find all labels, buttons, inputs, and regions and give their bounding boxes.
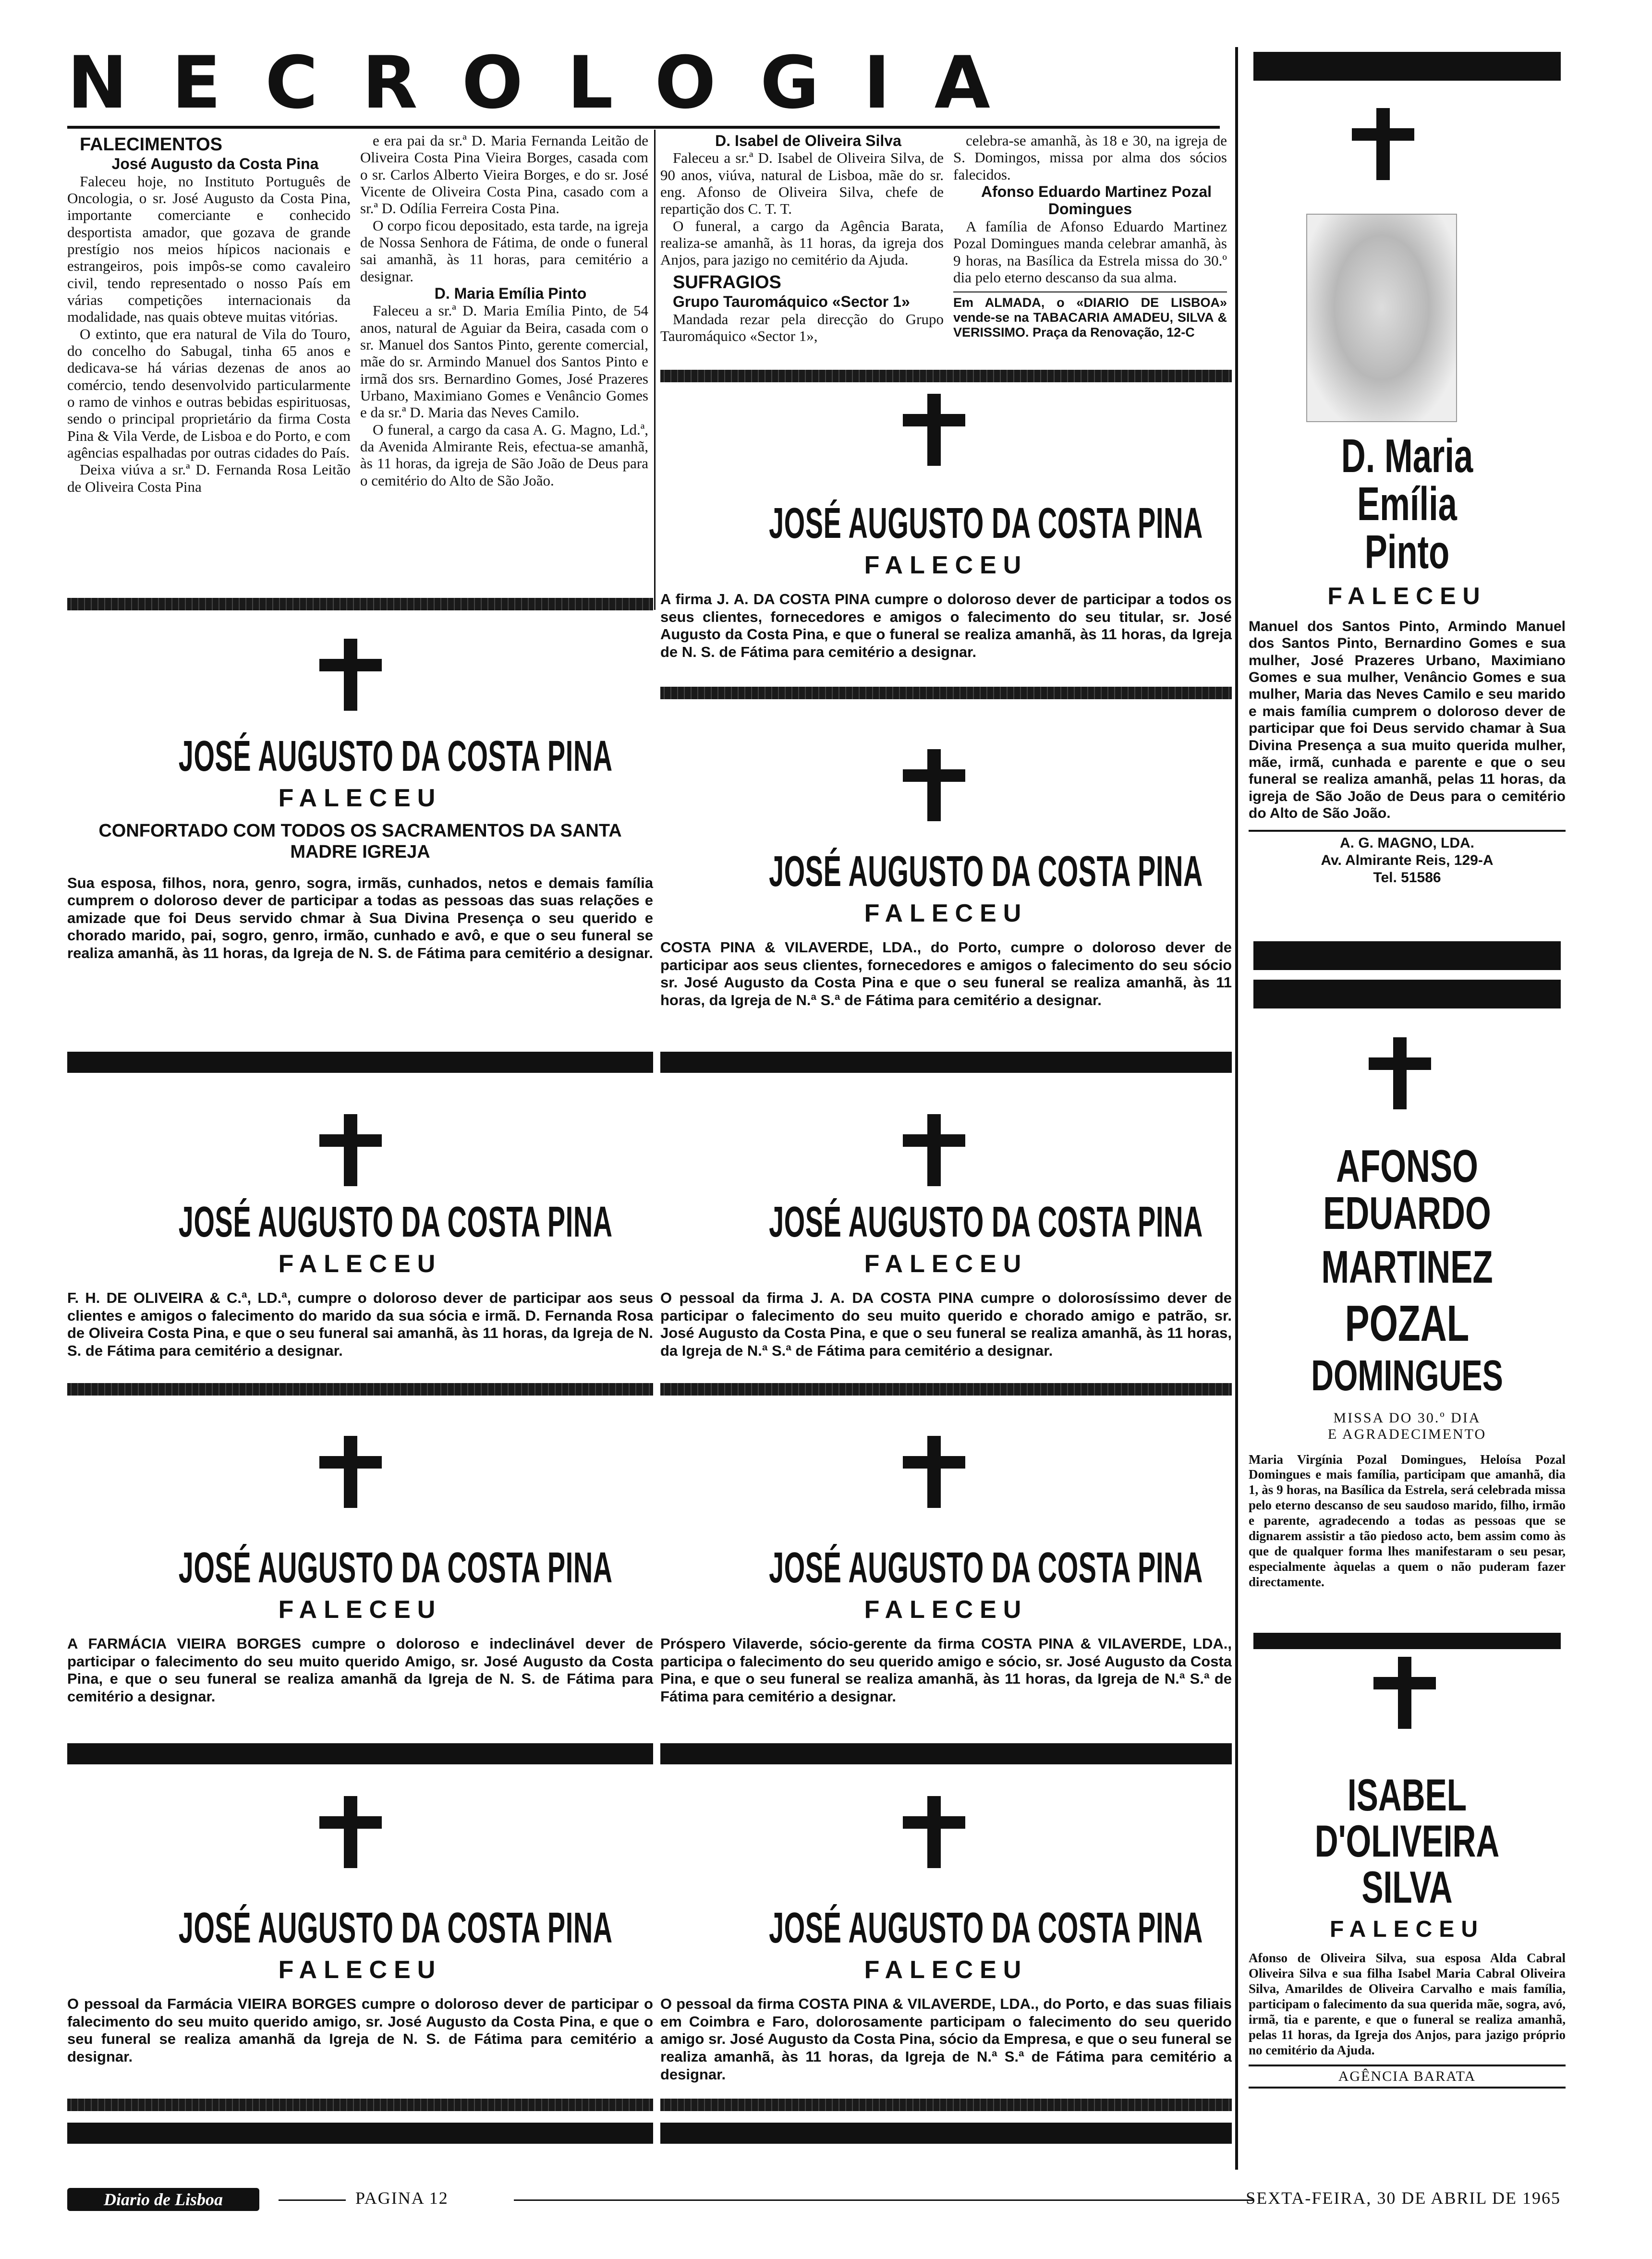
article-paragraph: O funeral, a cargo da Agência Barata, realiza-se amanhã, às 11 horas, da igreja dos Anjos, para jazigo no cemitério da Ajuda. [660, 217, 944, 268]
divider-band [660, 687, 1232, 699]
status-label: FALECEU [1327, 582, 1487, 609]
divider-bar [1253, 1633, 1561, 1649]
divider-bar [67, 1052, 653, 1073]
status-label: FALECEU [864, 1956, 1028, 1984]
obituary-notice [660, 1904, 1232, 2083]
status-label: FALECEU [864, 1250, 1028, 1278]
divider-bar [1253, 941, 1561, 970]
page-footer [67, 2188, 1561, 2212]
funeral-agency [1249, 830, 1566, 887]
divider-bar [660, 1743, 1232, 1764]
notice-text: Afonso de Oliveira Silva, sua esposa Alda Cabral Oliveira Silva e sua filha Isabel Maria Cabral Oliveira Silva, Amarildes de Oliveira Carvalho e mais família, participam o falecimento da sua querida mãe, sogra, avó, irmã, tia e parente, e que o funeral se realiza amanhã, pelas 11 horas, da Igreja dos Anjos, para jazigo próprio no cemitério da Ajuda. [1249, 1951, 1566, 2057]
article-paragraph: Faleceu a sr.ª D. Maria Emília Pinto, de 54 anos, natural de Aguiar da Beira, casada com o sr. Manuel dos Santos Pinto, gerente comercial, mãe do sr. Armindo Manuel dos Santos Pinto e irmã dos srs. Bernardino Gomes, José Prazeres Urbano, Maximiano Gomes e Venâncio Gomes e da sr.ª D. Maria das Neves Camilo. [360, 302, 648, 421]
notice-text: F. H. DE OLIVEIRA & C.ª, LD.ª, cumpre o doloroso dever de participar aos seus clientes e amigos o falecimento do marido da sua sócia e irmã. D. Fernanda Rosa de Oliveira Costa Pina, e que o seu funeral sai amanhã, às 11 horas, da Igreja de N. S. de Fátima para cemitério a designar. [67, 1289, 653, 1359]
article-heading: José Augusto da Costa Pina [111, 155, 319, 173]
obituary-notice-isabel [1249, 1772, 1566, 2089]
obituary-notice [67, 1198, 653, 1360]
cross-icon [903, 1436, 965, 1508]
obituary-notice [67, 732, 653, 962]
cross-icon [319, 1114, 382, 1186]
article-heading: Afonso Eduardo Martinez Pozal Domingues [981, 182, 1212, 218]
notice-text: Maria Virgínia Pozal Domingues, Heloísa Pozal Domingues e mais família, participam que amanhã, dia 1, às 9 horas, na Basílica da Estrela, será celebrada missa pelo eterno descanso de seu saudoso marido, filho, irmão e parente, agradecendo a todas as pessoas que se dignarem assistir a tão piedoso acto, bem assim como às que de qualquer forma lhes manifestaram o seu pesar, especialmente àquelas a quem o não puderam fazer directamente. [1249, 1452, 1566, 1589]
column-divider-rule [654, 130, 656, 610]
obituary-notice [67, 1904, 653, 2066]
article-heading: Grupo Tauromáquico «Sector 1» [673, 293, 910, 311]
issue-date: SEXTA-FEIRA, 30 DE ABRIL DE 1965 [1246, 2188, 1561, 2208]
notice-text: Manuel dos Santos Pinto, Armindo Manuel dos Santos Pinto, Bernardino Gomes e sua mulher, José Prazeres Urbano, Maximiano Gomes e sua mulher, Venâncio Gomes e sua mulher, Maria das Neves Camilo e seu marido e mais família cumprem o doloroso dever de participar que foi Deus servido chamar à Sua Divina Presença a sua muito querida mulher, mãe, irmã, cunhada e parente e que o seu funeral se realiza amanhã, pelas 11 horas, da igreja de São João de Deus para o cemitério do Alto de São João. [1249, 618, 1566, 822]
news-column-4 [953, 132, 1227, 340]
obituary-notice [660, 1546, 1232, 1706]
cross-icon [1373, 1657, 1426, 1729]
agency-address: Av. Almirante Reis, 129-A [1321, 852, 1494, 868]
status-label: FALECEU [278, 1956, 442, 1984]
vendor-advert: Em ALMADA, o «DIARIO DE LISBOA» vende-se na TABACARIA AMADEU, SILVA & VERISSIMO. Praça da Renovação, 12-C [953, 291, 1227, 340]
cross-icon [319, 1436, 382, 1508]
portrait-photo [1306, 214, 1457, 422]
notice-text: O pessoal da Farmácia VIEIRA BORGES cumpre o doloroso dever de participar o falecimento do seu muito querido amigo, sr. José Augusto da Costa Pina, e que o seu funeral se realiza amanhã da Igreja de N. S. de Fátima para cemitério a designar. [67, 1995, 653, 2065]
section-heading: SUFRAGIOS [673, 272, 781, 292]
status-label: FALECEU [278, 1250, 442, 1278]
section-heading: FALECIMENTOS [80, 134, 222, 155]
footer-rule [279, 2199, 346, 2201]
footer-rule [514, 2199, 1253, 2201]
obituary-notice-afonso [1249, 1143, 1566, 1590]
deceased-name: SILVA [1361, 1861, 1453, 1912]
notice-text: A firma J. A. DA COSTA PINA cumpre o doloroso dever de participar a todos os seus clientes, fornecedores e amigos o falecimento do seu titular, sr. José Augusto da Costa Pina, e que o funeral se realiza amanhã, às 11 horas, da Igreja de N. S. de Fátima para cemitério a designar. [660, 591, 1232, 660]
right-column-rule [1235, 47, 1238, 2170]
obituary-notice [660, 1198, 1232, 1360]
cross-icon [1352, 108, 1443, 194]
article-heading: D. Isabel de Oliveira Silva [715, 132, 901, 149]
obituary-notice [67, 1546, 653, 1706]
deceased-name: JOSÉ AUGUSTO DA COSTA PINA [769, 848, 1203, 896]
masthead-rule [67, 126, 1220, 129]
notice-text: COSTA PINA & VILAVERDE, LDA., do Porto, cumpre o doloroso dever de participar aos seus clientes, fornecedores e amigos o falecimento do seu sócio sr. José Augusto da Costa Pina e que o seu funeral se realiza amanhã, às 11 horas, da Igreja de N.ª S.ª de Fátima para cemitério a designar. [660, 939, 1232, 1008]
divider-bar [1253, 980, 1561, 1008]
divider-band [67, 598, 653, 610]
cross-icon [903, 1796, 965, 1868]
divider-band [660, 2099, 1232, 2111]
cross-icon [319, 639, 382, 711]
cross-icon [903, 1114, 965, 1186]
page-number: PAGINA 12 [355, 2188, 449, 2208]
funeral-agency: AGÊNCIA BARATA [1249, 2065, 1566, 2089]
obituary-notice [660, 850, 1232, 1009]
article-paragraph: e era pai da sr.ª D. Maria Fernanda Leitão de Oliveira Costa Pina Vieira Borges, casada com o sr. Carlos Alberto Vieira Borges, e do sr. José Vicente de Oliveira Costa Pina, casado com a sr.ª D. Odília Ferreira Costa Pina. [360, 132, 648, 217]
divider-band [67, 2099, 653, 2111]
status-label: FALECEU [1329, 1916, 1484, 1942]
deceased-name: ISABEL D'OLIVEIRA [1314, 1770, 1500, 1866]
cross-icon [1369, 1037, 1426, 1119]
newspaper-logo: Diario de Lisboa [67, 2188, 259, 2211]
status-label: FALECEU [864, 1596, 1028, 1624]
deceased-name: DOMINGUES [1311, 1351, 1503, 1400]
deceased-name: JOSÉ AUGUSTO DA COSTA PINA [769, 499, 1203, 547]
deceased-name: JOSÉ AUGUSTO DA COSTA PINA [769, 1904, 1203, 1952]
news-column-1 [67, 134, 351, 495]
notice-text: A FARMÁCIA VIEIRA BORGES cumpre o doloroso e indeclinável dever de participar o falecimento do seu muito querido Amigo, sr. José Augusto da Costa Pina, e que o seu funeral se realiza amanhã da Igreja de N. S. de Fátima para cemitério a designar. [67, 1635, 653, 1705]
divider-band [660, 370, 1232, 382]
divider-bar [67, 2123, 653, 2144]
cross-icon [903, 749, 965, 821]
divider-bar [660, 2123, 1232, 2144]
deceased-name: JOSÉ AUGUSTO DA COSTA PINA [178, 1904, 613, 1952]
divider-bar [1253, 52, 1561, 81]
divider-band [660, 1383, 1232, 1396]
agency-phone: Tel. 51586 [1373, 869, 1441, 886]
article-paragraph: O corpo ficou depositado, esta tarde, na igreja de Nossa Senhora de Fátima, de onde o funeral sai amanhã, às 11 horas, para cemitério a designar. [360, 217, 648, 285]
deceased-name: JOSÉ AUGUSTO DA COSTA PINA [769, 1544, 1203, 1592]
article-paragraph: Faleceu hoje, no Instituto Português de Oncologia, o sr. José Augusto da Costa Pina, importante comerciante e conhecido desportista amador, que gozava de grande prestígio nos meios hípicos nacionais e estrangeiros, pois impôs-se como cavaleiro civil, tendo representado o nosso País em várias competições internacionais da modalidade, nas quais obteve muitas vitórias. [67, 172, 351, 326]
deceased-name: MARTINEZ [1321, 1241, 1493, 1293]
article-paragraph: Mandada rezar pela direcção do Grupo Tauromáquico «Sector 1», [660, 310, 944, 344]
status-label: FALECEU [278, 1596, 442, 1624]
notice-text: O pessoal da firma J. A. DA COSTA PINA cumpre o dolorosíssimo dever de participar o falecimento do seu muito querido e chorado amigo e patrão, sr. José Augusto da Costa Pina, e que o seu funeral se realiza amanhã, às 11 horas, da Igreja de N.ª S.ª de Fátima para cemitério a designar. [660, 1289, 1232, 1359]
deceased-name: AFONSO EDUARDO [1323, 1141, 1491, 1239]
deceased-name: Pinto [1364, 525, 1450, 578]
obituary-notice [660, 499, 1232, 661]
cross-icon [319, 1796, 382, 1868]
divider-bar [660, 1052, 1232, 1073]
article-paragraph: celebra-se amanhã, às 18 e 30, na igreja de S. Domingos, missa por alma dos sócios falecidos. [953, 132, 1227, 183]
article-paragraph: Deixa viúva a sr.ª D. Fernanda Rosa Leitão de Oliveira Costa Pina [67, 461, 351, 495]
divider-bar [67, 1743, 653, 1764]
agency-name: A. G. MAGNO, LDA. [1340, 835, 1474, 851]
notice-text: O pessoal da firma COSTA PINA & VILAVERDE, LDA., do Porto, e das suas filiais em Coimbra e Faro, dolorosamente participam o falecimento do seu querido amigo sr. José Augusto da Costa Pina, sócio da Empresa, e que o seu funeral se realiza amanhã, às 11 horas, da Igreja de N.ª S.ª de Fátima para cemitério a designar. [660, 1995, 1232, 2083]
news-column-2 [360, 132, 648, 489]
cross-icon [903, 394, 965, 466]
article-paragraph: A família de Afonso Eduardo Martinez Pozal Domingues manda celebrar amanhã, às 9 horas, na Basílica da Estrela missa do 30.º dia pelo eterno descanso da sua alma. [953, 218, 1227, 286]
article-paragraph: Faleceu a sr.ª D. Isabel de Oliveira Silva, de 90 anos, viúva, natural de Lisboa, mãe do sr. eng. Afonso de Oliveira Silva, chefe de repartição dos C. T. T. [660, 149, 944, 218]
article-heading: D. Maria Emília Pinto [434, 284, 587, 302]
masthead-title: NECROLOGIA [67, 41, 1034, 125]
deceased-name: JOSÉ AUGUSTO DA COSTA PINA [178, 1198, 613, 1246]
mass-subtitle: MISSA DO 30.º DIA [1333, 1409, 1481, 1426]
article-paragraph: O extinto, que era natural de Vila do Touro, do concelho do Sabugal, tinha 65 anos e dedicava-se há várias dezenas de anos ao comércio, tendo desenvolvido particularmente o ramo de vinhos e outras bebidas espirituosas, sendo o principal proprietário da firma Costa Pina & Vila Verde, de Lisboa e do Porto, e com agências espalhadas por outras cidades do País. [67, 325, 351, 462]
status-label: FALECEU [278, 784, 442, 812]
deceased-name: D. Maria Emília [1341, 429, 1473, 530]
article-paragraph: O funeral, a cargo da casa A. G. Magno, Ld.ª, da Avenida Almirante Reis, efectua-se amanhã, às 11 horas, da igreja de São João de Deus para o cemitério do Alto de São João. [360, 421, 648, 489]
status-label: FALECEU [864, 899, 1028, 927]
notice-subtitle: CONFORTADO COM TODOS OS SACRAMENTOS DA SANTA MADRE IGREJA [98, 821, 622, 862]
notice-text: Sua esposa, filhos, nora, genro, sogra, irmãs, cunhados, netos e demais família cumprem o doloroso dever de participar a todas as pessoas das suas relações e amizade que foi Deus servido chmar à Sua Divina Presença o seu querido e chorado marido, pai, sogro, genro, irmão, cunhado e avô, e que o seu funeral se realiza amanhã, às 11 horas, da Igreja de N. S. de Fátima para cemitério a designar. [67, 874, 653, 961]
deceased-name: JOSÉ AUGUSTO DA COSTA PINA [178, 1544, 613, 1592]
news-column-3 [660, 132, 944, 344]
divider-band [67, 1383, 653, 1396]
mass-subtitle: E AGRADECIMENTO [1327, 1426, 1487, 1442]
notice-text: Próspero Vilaverde, sócio-gerente da firma COSTA PINA & VILAVERDE, LDA., participa o falecimento do seu querido amigo e sócio, sr. José Augusto da Costa Pina, e que o seu funeral se realiza amanhã, às 11 horas, da Igreja de N.ª S.ª de Fátima para cemitério a designar. [660, 1635, 1232, 1705]
obituary-notice-maria-emilia [1249, 429, 1566, 887]
deceased-name: POZAL [1345, 1295, 1470, 1352]
deceased-name: JOSÉ AUGUSTO DA COSTA PINA [769, 1198, 1203, 1246]
status-label: FALECEU [864, 551, 1028, 579]
deceased-name: JOSÉ AUGUSTO DA COSTA PINA [178, 732, 613, 780]
